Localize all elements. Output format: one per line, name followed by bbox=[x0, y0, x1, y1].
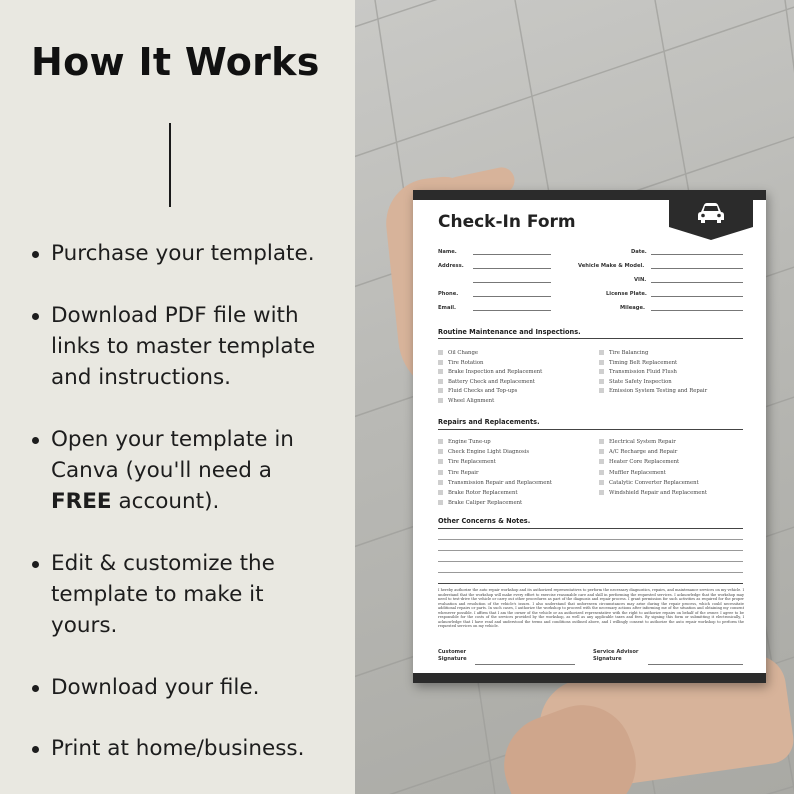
check-in-form-sheet bbox=[413, 190, 766, 683]
bullet-dot bbox=[32, 561, 39, 568]
field-line-vehicle[interactable] bbox=[651, 268, 743, 269]
step-edit bbox=[51, 548, 341, 641]
checklist-item-label: Emission System Testing and Repair bbox=[609, 388, 708, 395]
checkbox-icon[interactable] bbox=[599, 379, 604, 384]
checkbox-icon[interactable] bbox=[599, 350, 604, 355]
checklist-item-label: Catalytic Converter Replacement bbox=[609, 479, 699, 486]
bullet-dot bbox=[32, 746, 39, 753]
checkbox-icon[interactable] bbox=[438, 388, 443, 393]
checklist-item-label: Brake Inspection and Replacement bbox=[448, 369, 543, 376]
checklist-item-label: Transmission Fluid Flush bbox=[609, 369, 677, 376]
checkbox-icon[interactable] bbox=[438, 470, 443, 475]
field-line-address[interactable] bbox=[473, 268, 551, 269]
step-text-tail: account). bbox=[111, 489, 220, 514]
notes-line[interactable] bbox=[438, 539, 743, 540]
checkbox-icon[interactable] bbox=[599, 369, 604, 374]
field-label-date: Date. bbox=[631, 249, 647, 255]
step-print bbox=[51, 733, 341, 764]
section-rule bbox=[438, 338, 743, 339]
notes-line[interactable] bbox=[438, 572, 743, 573]
customer-signature-line[interactable] bbox=[475, 664, 575, 665]
checklist-item[interactable] bbox=[599, 459, 679, 465]
checkbox-icon[interactable] bbox=[438, 480, 443, 485]
checklist-item[interactable] bbox=[438, 480, 552, 486]
bullet-dot bbox=[32, 313, 39, 320]
checklist-item-label: Wheel Alignment bbox=[448, 398, 495, 404]
section-rule bbox=[438, 429, 743, 430]
checklist-item[interactable] bbox=[438, 500, 522, 506]
checkbox-icon[interactable] bbox=[438, 439, 443, 444]
sig-label-line: Service Advisor bbox=[593, 649, 639, 655]
checklist-item-label: Oil Change bbox=[448, 350, 478, 356]
bullet-dot bbox=[32, 685, 39, 692]
step-text: Download PDF file with bbox=[51, 303, 299, 328]
step-text: template to make it bbox=[51, 582, 264, 607]
checkbox-icon[interactable] bbox=[438, 379, 443, 384]
checklist-item-label: Windshield Repair and Replacement bbox=[609, 490, 707, 496]
checklist-item-label: Tire Replacement bbox=[448, 459, 496, 466]
checklist-item[interactable] bbox=[438, 360, 483, 366]
step-open-canva bbox=[51, 424, 341, 517]
section-title-routine: Routine Maintenance and Inspections. bbox=[438, 328, 581, 336]
checklist-item-label: Heater Core Replacement bbox=[609, 459, 680, 466]
bullet-dot bbox=[32, 251, 39, 258]
advisor-signature-label bbox=[593, 649, 638, 662]
step-text: yours. bbox=[51, 613, 118, 638]
section-rule bbox=[438, 528, 743, 529]
checkbox-icon[interactable] bbox=[438, 459, 443, 464]
checklist-item[interactable] bbox=[438, 470, 478, 476]
checkbox-icon[interactable] bbox=[599, 459, 604, 464]
step-text: Purchase your template. bbox=[51, 241, 315, 266]
checklist-item-label: Tire Repair bbox=[448, 469, 479, 476]
checkbox-icon[interactable] bbox=[438, 350, 443, 355]
field-label-email: Email. bbox=[438, 305, 456, 311]
field-line-license[interactable] bbox=[651, 296, 743, 297]
checkbox-icon[interactable] bbox=[599, 490, 604, 495]
section-title-notes: Other Concerns & Notes. bbox=[438, 517, 531, 525]
step-text: Open your template in bbox=[51, 427, 294, 452]
bullet-dot bbox=[32, 437, 39, 444]
section-rule bbox=[438, 583, 743, 584]
field-line-name[interactable] bbox=[473, 254, 551, 255]
checklist-item[interactable] bbox=[438, 459, 496, 465]
checklist-item-label: Fluid Checks and Top-ups bbox=[448, 388, 518, 395]
checklist-item[interactable] bbox=[438, 388, 517, 394]
checkbox-icon[interactable] bbox=[599, 470, 604, 475]
checklist-item[interactable] bbox=[599, 490, 707, 496]
checklist-item[interactable] bbox=[599, 379, 672, 385]
advisor-signature-line[interactable] bbox=[648, 664, 743, 665]
checklist-item[interactable] bbox=[438, 439, 491, 445]
checklist-item-label: Muffler Replacement bbox=[609, 469, 666, 476]
checklist-item-label: Check Engine Light Diagnosis bbox=[448, 449, 530, 456]
field-label-phone: Phone. bbox=[438, 291, 459, 297]
field-label-name: Name. bbox=[438, 249, 457, 255]
field-label-address: Address. bbox=[438, 263, 464, 269]
left-panel bbox=[0, 0, 355, 794]
field-line-vin[interactable] bbox=[651, 282, 743, 283]
field-label-mileage: Mileage. bbox=[620, 305, 645, 311]
field-line-date[interactable] bbox=[651, 254, 743, 255]
checkbox-icon[interactable] bbox=[599, 449, 604, 454]
checkbox-icon[interactable] bbox=[438, 398, 443, 403]
checklist-item-label: A/C Recharge and Repair bbox=[609, 449, 678, 456]
step-download-file bbox=[51, 672, 341, 703]
checklist-item[interactable] bbox=[438, 490, 518, 496]
field-label-vin: VIN. bbox=[634, 277, 647, 283]
field-label-vehicle: Vehicle Make & Model. bbox=[578, 263, 645, 269]
form-title: Check-In Form bbox=[438, 212, 576, 232]
checklist-item[interactable] bbox=[438, 449, 529, 455]
checkbox-icon[interactable] bbox=[599, 480, 604, 485]
checklist-item[interactable] bbox=[599, 480, 699, 486]
section-title-repairs: Repairs and Replacements. bbox=[438, 418, 540, 426]
customer-signature-label bbox=[438, 649, 467, 662]
checkbox-icon[interactable] bbox=[438, 360, 443, 365]
car-icon bbox=[696, 202, 726, 224]
step-download-pdf bbox=[51, 300, 341, 393]
checkbox-icon[interactable] bbox=[438, 449, 443, 454]
checklist-item[interactable] bbox=[599, 470, 666, 476]
checkbox-icon[interactable] bbox=[599, 360, 604, 365]
checkbox-icon[interactable] bbox=[599, 439, 604, 444]
step-text bbox=[51, 486, 341, 517]
checklist-item[interactable] bbox=[599, 360, 677, 366]
headline: How It Works bbox=[31, 40, 320, 84]
checklist-item[interactable] bbox=[599, 388, 707, 394]
authorization-disclaimer: I hereby authorize the auto repair workshop and its authorized representatives to perform the necessary diagnostics, repairs, and maintenance services on my vehicle. I understand that the workshop will make every effort to exercise reasonable care and skill in performing the requested services. I acknowledge that the workshop may need to test-drive the vehicle or carry out other procedures as part of the diagnosis and repair process. I grant permission for such activities as required for the proper evaluation and resolution of the vehicle's issues. I also understand that unforeseen circumstances may arise during the repair process, which could necessitate additional repairs or parts. In such cases, I authorize the workshop to proceed with the necessary actions after informing me of the situation and obtaining my consent whenever possible. I affirm that I am the owner of the vehicle or an authorized representative with the right to authorize repairs on behalf of the owner. I agree to be responsible for the costs of the services provided by the workshop, as well as any applicable taxes and fees. By signing this form or submitting it electronically, I acknowledge that I have read and understood the terms and conditions outlined above, and I willingly consent to authorize the auto repair workshop to perform the requested services on my vehicle. bbox=[438, 588, 744, 628]
step-text: links to master template bbox=[51, 334, 316, 359]
sig-label-line: Signature bbox=[438, 655, 467, 662]
step-text: Edit & customize the bbox=[51, 551, 275, 576]
checklist-item[interactable] bbox=[599, 449, 677, 455]
checklist-item[interactable] bbox=[599, 439, 676, 445]
checklist-item[interactable] bbox=[599, 369, 677, 375]
checklist-item[interactable] bbox=[599, 350, 648, 356]
checklist-item-label: Brake Caliper Replacement bbox=[448, 500, 523, 507]
step-text: Download your file. bbox=[51, 675, 260, 700]
sig-label-line: Customer bbox=[438, 649, 467, 655]
checklist-item[interactable] bbox=[438, 398, 494, 404]
checklist-item-label: Electrical System Repair bbox=[609, 439, 676, 445]
checkbox-icon[interactable] bbox=[438, 490, 443, 495]
car-badge bbox=[669, 190, 753, 240]
checkbox-icon[interactable] bbox=[599, 388, 604, 393]
field-line-mileage[interactable] bbox=[651, 310, 743, 311]
checklist-item[interactable] bbox=[438, 369, 542, 375]
notes-line[interactable] bbox=[438, 561, 743, 562]
checklist-item[interactable] bbox=[438, 379, 535, 385]
checklist-item-label: Transmission Repair and Replacement bbox=[448, 479, 552, 486]
divider-line bbox=[169, 123, 171, 207]
checklist-item-label: Tire Rotation bbox=[448, 359, 484, 366]
field-line-address-2[interactable] bbox=[473, 282, 551, 283]
field-line-email[interactable] bbox=[473, 310, 551, 311]
checklist-item-label: State Safety Inspection bbox=[609, 378, 672, 385]
field-label-license: License Plate. bbox=[606, 291, 647, 297]
step-purchase bbox=[51, 238, 341, 269]
notes-line[interactable] bbox=[438, 550, 743, 551]
checklist-item-label: Battery Check and Replacement bbox=[448, 378, 535, 385]
checkbox-icon[interactable] bbox=[438, 369, 443, 374]
checklist-item-label: Tire Balancing bbox=[609, 350, 649, 356]
checklist-item-label: Engine Tune-up bbox=[448, 439, 491, 445]
step-text: Print at home/business. bbox=[51, 736, 305, 761]
field-line-phone[interactable] bbox=[473, 296, 551, 297]
sig-label-line: Signature bbox=[593, 655, 622, 662]
checklist-item-label: Brake Rotor Replacement bbox=[448, 490, 518, 496]
free-emphasis: FREE bbox=[51, 489, 112, 514]
step-text: and instructions. bbox=[51, 365, 232, 390]
checklist-item[interactable] bbox=[438, 350, 478, 356]
form-bottom-bar bbox=[413, 673, 766, 683]
step-text: Canva (you'll need a bbox=[51, 458, 272, 483]
checkbox-icon[interactable] bbox=[438, 500, 443, 505]
checklist-item-label: Timing Belt Replacement bbox=[609, 359, 678, 366]
